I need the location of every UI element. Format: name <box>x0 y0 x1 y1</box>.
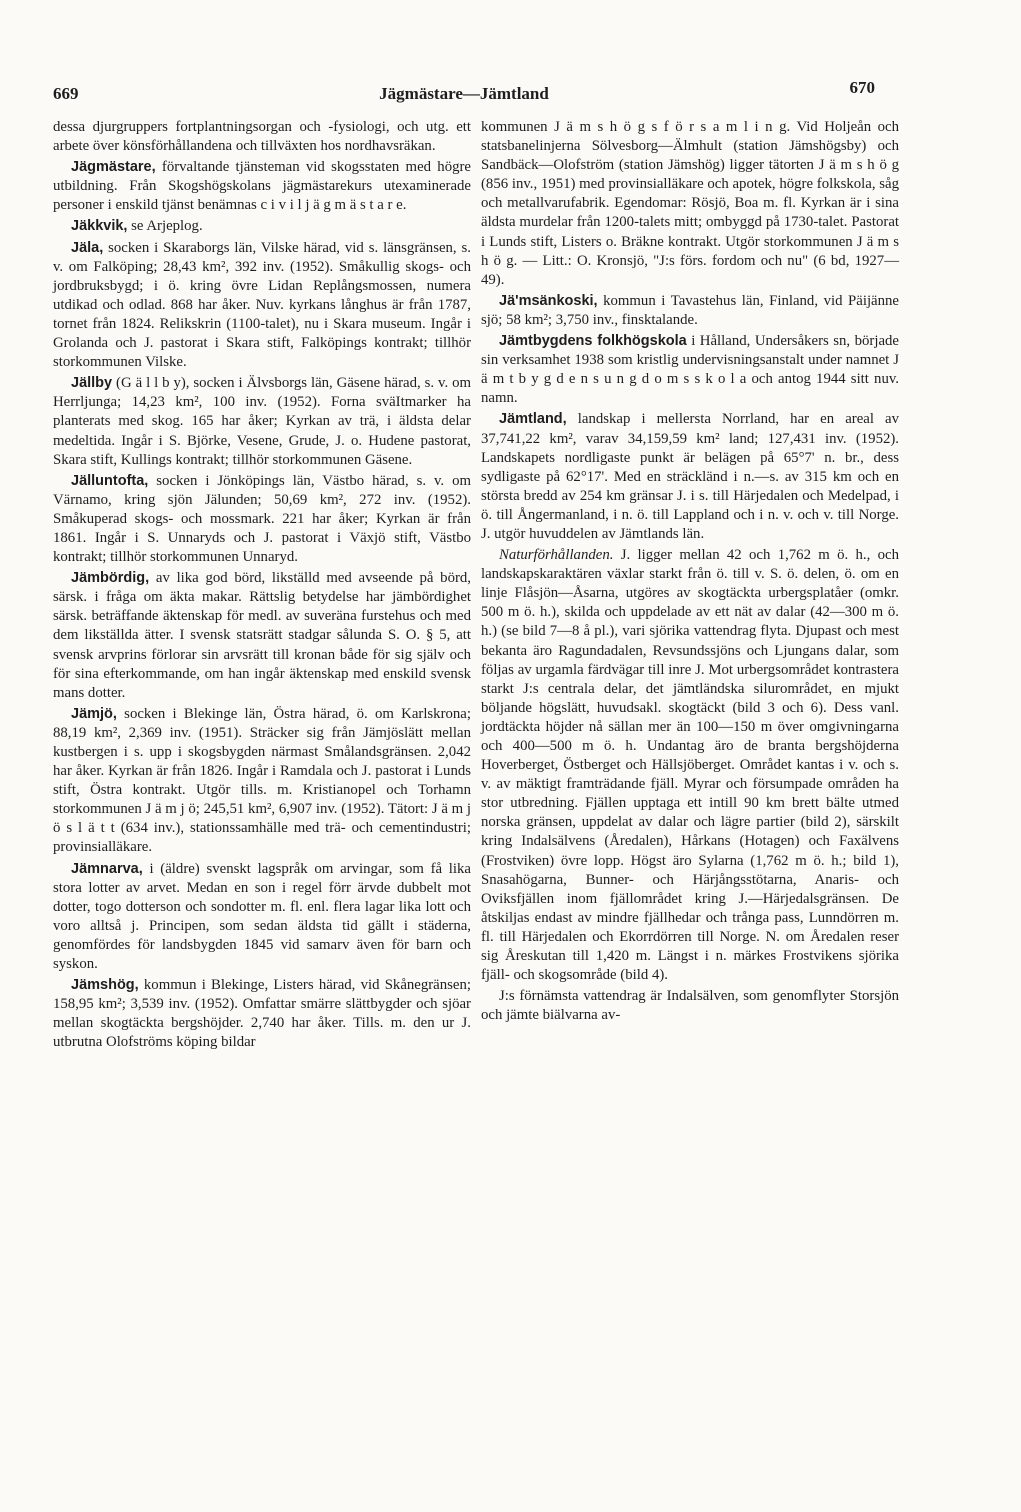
entry-headword: Jämtland, <box>499 411 567 428</box>
entry-text: landskap i mellersta Norrland, har en areal av 37,741,22 km², varav 34,159,59 km² land; 127,431 inv. (1952). Landskapets nordligaste punkt är belägen på 65°7' n. br., dess sydligaste på 62°17'. Med en sträckländ i n.—s. av 315 km och en största bredd av 254 km gränsar J. i s. till Härjedalen och Medelpad, i ö. till Ångermanland, i n. ö. till Lappland och i n. v. och v. till Norge. J. utgör huvuddelen av Jämtlands län. <box>481 411 899 542</box>
right-column <box>481 118 899 1027</box>
entry-headword: Jälluntofta, <box>71 472 149 489</box>
dictionary-entry <box>53 860 471 975</box>
dictionary-entry <box>481 292 899 330</box>
dictionary-entry <box>53 118 471 156</box>
entry-text: av lika god börd, likställd med avseende på börd, särsk. i fråga om äkta makar. Rättslig betydelse har jämbördighet särsk. beträffande äktenskap för medl. av suveräna furstehus och med dem likställda ätter. I svensk statsrätt stadgar sålunda S. O. § 5, att svensk arvprins förlorar sin arvsrätt till kronan både för sig själv och för sina efterkommande, om han ingår äktenskap med enskild svensk mans dotter. <box>53 570 471 701</box>
entry-headword: Jäkkvik, <box>71 218 128 235</box>
dictionary-entry <box>481 546 899 985</box>
entry-text: (G ä l l b y), socken i Älvsborgs län, Gäsene härad, s. v. om Herrljunga; 14,23 km², 100 inv. (1952). Forna sväItmarker ha planterats med skog. 165 har åker; Kyrkan av trä, i äldsta delar medeltida. Ingår i S. Björke, Vesene, Grude, J. o. Hudene pastorat, Skara stift, Kullings kontrakt; tillhör storkommunen Gäsene. <box>53 375 471 468</box>
dictionary-entry <box>53 239 471 373</box>
section-heading: Naturförhållanden. <box>499 547 614 564</box>
entry-text: se Arjeplog. <box>127 218 203 235</box>
entry-headword: Jämbördig, <box>71 570 150 587</box>
entry-headword: Jämnarva, <box>71 860 143 877</box>
entry-text: dessa djurgruppers fortplantningsorgan och -fysiologi, och utg. ett arbete över könsförhållandena och tillväxten hos nordhavsräkan. <box>53 119 471 155</box>
entry-headword: Jä'msänkoski, <box>499 292 598 309</box>
entry-text: socken i Jönköpings län, Västbo härad, s. v. om Värnamo, kring sjön Jälunden; 50,69 km², 272 inv. (1952). Småkuperad skogs- och mossmark. 221 har åker; Kyrkan är från 1861. Ingår i S. Unnaryds och J. pastorat i Växjö stift, Västbo kontrakt; tillhör storkommunen Unnaryd. <box>53 472 471 566</box>
entry-headword: Jämshög, <box>71 977 139 994</box>
running-title: Jägmästare—Jämtland <box>379 84 549 103</box>
dictionary-entry <box>481 332 899 408</box>
page-header <box>53 78 875 108</box>
dictionary-entry <box>53 158 471 215</box>
entry-text: J:s förnämsta vattendrag är Indalsälven, som genomflyter Storsjön och jämte biälvarna av- <box>481 988 899 1024</box>
entry-headword: Jägmästare, <box>71 159 156 176</box>
left-column <box>53 118 471 1055</box>
entry-text: kommun i Blekinge, Listers härad, vid Skånegränsen; 158,95 km²; 3,539 inv. (1952). Omfattar smärre slättbygder och sjöar mellan skogtäckta bergshöjder. 2,740 har åker. Tills. m. den ur J. utbrutna Olofströms köping bildar <box>53 977 471 1051</box>
dictionary-entry <box>53 472 471 567</box>
entry-text: socken i Skaraborgs län, Vilske härad, vid s. länsgränsen, s. v. om Falköping; 28,43 km², 392 inv. (1952). Småkullig skogs- och jordbruksbygd; i ö. kring övre Lidan Replångsmossen, numera utdikad och odlad. 868 har åker. Nuv. kyrkans långhus är från 1787, tornet från 1824. Relikskrin (1100-talet), nu i Skara museum. Ingår i Grolanda och J. pastorat i Skara stift, Falköpings kontrakt; tillhör storkommunen Vilske. <box>53 239 471 371</box>
entry-text: i (äldre) svenskt lagspråk om arvingar, som få lika stora lotter av arvet. Medan en son i regel förr ärvde dubbelt mot dotter, togo dotterson och sondotter m. fl. enl. flera lagar lika lott och voro alltså j. Principen, som sedan äldsta tid gällt i städerna, genomfördes för landsbygden 1845 vid samarv även för barn och syskon. <box>53 860 471 973</box>
dictionary-entry <box>53 569 471 703</box>
dictionary-entry <box>481 410 899 544</box>
entry-text: kommun i Tavastehus län, Finland, vid Päijänne sjö; 58 km²; 3,750 inv., finsktalande. <box>481 292 899 328</box>
entry-text: J. ligger mellan 42 och 1,762 m ö. h., och landskapskaraktären växlar starkt från ö. till v. S. ö. delen, ö. om en linje Flåsjön—Åsarna, utgöres av skogtäckta urbergsplatåer (omkr. 500 m ö. h.), skilda och uppdelade av ett nät av dalar (42—300 m ö. h.) (se bild 7—8 å pl.), vari sjörika vattendrag flyta. Djupast och mest bekanta äro Ragundadalen, Revsundssjöns och Ljungans dalar, som följas av urgamla färdvägar till inre J. Mot urbergsområdet kontrastera starkt J:s centrala delar, det jämtländska silurområdet, en mjukt böljande högslätt, huvudsakl. skogtäckt (bild 3 och 6). Dess vanl. jordtäckta höjder nå sällan mer än 100—150 m över omgivningarna och 400—500 m ö. h. Undantag äro de branta bergshöjderna Hoverberget, Östberget och Hällsjöberget. Området kantas i v. och s. v. av mäktigt framträdande fjäll. Myrar och försumpade områden ha stor utbredning. Fjällen upptaga ett intill 90 km brett bälte utmed norska gränsen, uppdelat av dalar och lägre partier (bild 2), särskilt kring Indalsälvens (Åredalen), Hårkans (Hotagen) och Faxälvens (Frostviken) övre lopp. Högst äro Sylarna (1,762 m ö. h.; bild 1), Snasahögarna, Bunner- och Härjångsstötarna, Anaris- och Oviksfjällen inom fjällområdet kring J.—Härjedalsgränsen. De åtskiljas endast av mindre fjällhedar och trånga pass, Lunndörren m. fl. till Härjedalen och Ekorrdörren till Norge. N. om Åredalen reser sig Åreskutan till 1,420 m. Längst i n. märkes Frostvikens sjörika fjäll- och skogsområde (bild 4). <box>481 547 899 984</box>
entry-text: socken i Blekinge län, Östra härad, ö. om Karlskrona; 88,19 km², 2,369 inv. (1951). Sträcker sig från Jämjöslätt mellan kustbergen i s. upp i skogsbygden närmast Smålandsgränsen. 2,042 har åker. Kyrkan är från 1826. Ingår i Ramdala och J. pastorat i Lunds stift, Östra kontrakt. Utgör tills. m. Kristianopel och Torhamn storkommunen J ä m j ö; 245,51 km², 6,907 inv. (1952). Tätort: J ä m j ö s l ä t t (634 inv.), stationssamhälle med trä- och cementindustri; provinsialläkare. <box>53 705 471 856</box>
dictionary-entry <box>53 374 471 469</box>
dictionary-entry <box>53 976 471 1052</box>
entry-headword: Jämtbygdens folkhögskola <box>499 333 687 350</box>
dictionary-entry <box>53 705 471 858</box>
page-number-left: 669 <box>53 84 79 103</box>
entry-text: i Hålland, Undersåkers sn, började sin verksamhet 1938 som kristlig undervisningsanstalt under namnet J ä m t b y g d e n s u n g d o m s s k o l a och antog 1944 sitt nuv. namn. <box>481 333 899 407</box>
entry-headword: Jäla, <box>71 239 104 256</box>
dictionary-entry <box>481 987 899 1025</box>
dictionary-entry <box>481 118 899 290</box>
entry-text: kommunen J ä m s h ö g s f ö r s a m l i n g. Vid Holjeån och statsbanelinjerna Sölvesborg—Älmhult (station Jämshögsby) och Sandbäck—Olofström (station Jämshög) ligger tätorten J ä m s h ö g (856 inv., 1951) med provinsialläkare och apotek, högre folkskola, såg och metallvarufabrik. Egendomar: Rösjö, Boa m. fl. Kyrkan är i sina äldsta murdelar från 1200-talets mitt; ombyggd på 1730-talet. Pastorat i Lunds stift, Listers o. Bräkne kontrakt. Utgör storkommunen J ä m s h ö g. — Litt.: O. Kronsjö, "J:s förs. fordom och nu" (6 bd, 1927—49). <box>481 119 899 288</box>
entry-headword: Jällby <box>71 375 113 392</box>
page-number-right: 670 <box>849 78 875 97</box>
dictionary-entry <box>53 217 471 236</box>
entry-text: förvaltande tjänsteman vid skogsstaten med högre utbildning. Från Skogshögskolans jägmästarekurs utexaminerade personer i enskild tjänst benämnas c i v i l j ä g m ä s t a r e. <box>53 159 471 214</box>
entry-headword: Jämjö, <box>71 705 117 722</box>
